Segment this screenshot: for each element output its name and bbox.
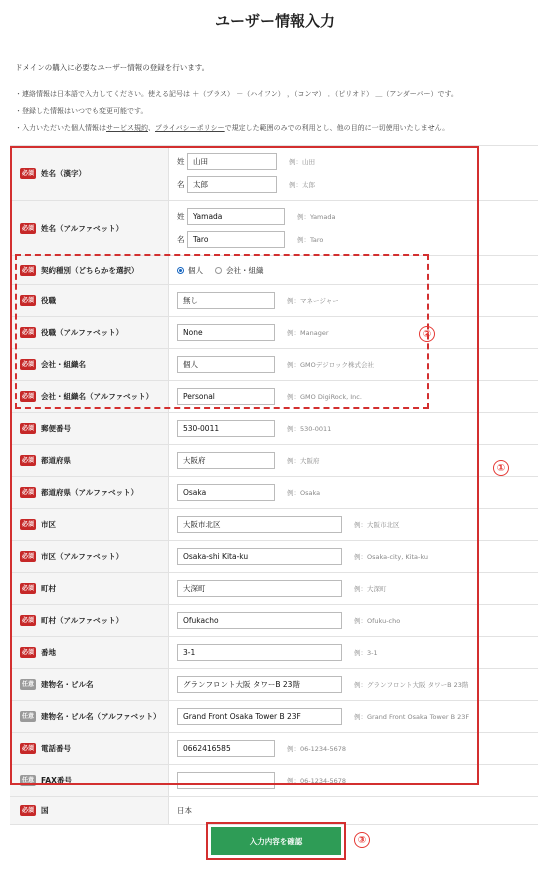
row-fax (10, 765, 538, 797)
label-position: 役職 (41, 296, 57, 305)
row-city-alpha (10, 541, 538, 573)
position-alpha-input[interactable]: None (177, 324, 275, 341)
field-label (10, 733, 169, 764)
org-alpha-input[interactable]: Personal (177, 388, 275, 405)
required-badge: 必須 (22, 807, 35, 814)
field-value (169, 381, 538, 412)
example-text: 例：Manager (287, 329, 329, 337)
optional-badge: 任意 (22, 681, 35, 688)
field-value (169, 637, 538, 668)
required-badge: 必須 (22, 521, 35, 528)
page-title: ユーザー情報入力 (214, 12, 335, 30)
required-badge: 必須 (22, 224, 35, 232)
field-value (169, 349, 538, 380)
field-value (169, 509, 538, 540)
field-label (10, 285, 169, 316)
label-name-kanji: 姓名（漢字） (41, 168, 87, 178)
field-value (169, 146, 538, 200)
privacy-note-text: で規定した範囲のみでの利用とし、他の目的に一切使用いたしません。 (224, 124, 450, 132)
field-label (10, 381, 169, 412)
marker-2: ② (419, 326, 435, 342)
confirm-button[interactable]: 入力内容を確認 (211, 827, 341, 855)
prefecture-alpha-input[interactable]: Osaka (177, 484, 275, 501)
first-name-alpha-input[interactable]: Taro (187, 231, 285, 248)
field-label (10, 477, 169, 508)
marker-1: ① (493, 460, 509, 476)
example-text: 例：大阪府 (287, 457, 320, 465)
example-text: 例：GMO DigiRock, Inc. (287, 393, 362, 401)
city-alpha-input[interactable]: Osaka-shi Kita-ku (177, 548, 342, 565)
field-value (169, 669, 538, 700)
row-prefecture-alpha (10, 477, 538, 509)
label-block: 番地 (41, 648, 57, 657)
field-label (10, 797, 169, 824)
example-text: 例：06-1234-5678 (287, 745, 347, 753)
label-position-alpha: 役職（アルファベット） (41, 328, 124, 337)
position-input[interactable]: 無し (177, 292, 275, 309)
label-org: 会社・組織名 (41, 360, 87, 369)
row-postal (10, 413, 538, 445)
notes-list (15, 86, 458, 137)
example-text: 例：06-1234-5678 (287, 777, 347, 785)
example-text: 例：Osaka-city, Kita-ku (354, 553, 429, 561)
row-phone (10, 733, 538, 765)
row-building-alpha (10, 701, 538, 733)
field-value (169, 285, 538, 316)
privacy-policy-link[interactable]: プライバシーポリシー (155, 124, 225, 132)
confirm-highlight (206, 822, 346, 860)
postal-input[interactable]: 530-0011 (177, 420, 275, 437)
first-name-prefix: 名 (177, 180, 185, 189)
label-building: 建物名・ビル名 (41, 680, 94, 689)
last-name-kanji-input[interactable]: 山田 (187, 153, 277, 170)
building-alpha-input[interactable]: Grand Front Osaka Tower B 23F (177, 708, 342, 725)
example-text: 例：大阪市北区 (354, 521, 400, 529)
example-text: 例：太郎 (289, 181, 315, 189)
example-text: 例：Osaka (287, 489, 321, 497)
label-city-alpha: 市区（アルファベット） (41, 552, 124, 561)
required-badge: 必須 (22, 585, 35, 592)
field-label (10, 201, 169, 255)
org-input[interactable]: 個人 (177, 356, 275, 373)
last-name-prefix: 姓 (177, 157, 185, 166)
note-item: ・ 登録した情報はいつでも変更可能です。 (15, 103, 458, 120)
field-value (169, 256, 538, 284)
example-text: 例：マネージャー (287, 297, 339, 305)
town-alpha-input[interactable]: Ofukacho (177, 612, 342, 629)
intro-text: ドメインの購入に必要なユーザー情報の登録を行います。 (15, 63, 210, 72)
radio-label: 会社・組織 (226, 265, 264, 275)
field-value (169, 765, 538, 796)
label-building-alpha: 建物名・ビル名（アルファベット） (41, 712, 161, 721)
required-badge: 必須 (22, 649, 35, 656)
required-badge: 必須 (22, 329, 35, 336)
note-item: ・ 連絡情報は日本語で入力してください。使える記号は ＋（プラス） －（ハイフン） ，（コンマ） ．（ピリオド） ＿（アンダーバー）です。 (15, 86, 458, 103)
field-label (10, 146, 169, 200)
field-value (169, 733, 538, 764)
example-text: 例：山田 (289, 158, 315, 166)
radio-label: 個人 (188, 265, 203, 275)
field-label (10, 765, 169, 796)
example-text: 例：Ofuku-cho (354, 617, 401, 625)
label-town: 町村 (41, 584, 57, 593)
optional-badge: 任意 (22, 713, 35, 720)
optional-badge: 任意 (22, 777, 35, 784)
required-badge: 必須 (22, 457, 35, 464)
field-value (169, 605, 538, 636)
label-phone: 電話番号 (41, 744, 72, 753)
first-name-kanji-input[interactable]: 太郎 (187, 176, 277, 193)
field-label (10, 256, 169, 284)
required-badge: 必須 (22, 169, 35, 177)
field-value (169, 797, 538, 824)
row-country (10, 797, 538, 825)
row-contract-type (10, 256, 538, 285)
row-prefecture (10, 445, 538, 477)
separator: 、 (148, 124, 155, 132)
last-name-alpha-input[interactable]: Yamada (187, 208, 285, 225)
field-value (169, 201, 538, 255)
radio-individual[interactable] (177, 267, 184, 274)
row-name-alpha (10, 201, 538, 256)
phone-input[interactable]: 0662416585 (177, 740, 275, 757)
row-org-alpha (10, 381, 538, 413)
row-building (10, 669, 538, 701)
privacy-note-text: 入力いただいた個人情報は (22, 124, 106, 132)
row-position (10, 285, 538, 317)
row-position-alpha (10, 317, 538, 349)
label-city: 市区 (41, 520, 57, 529)
radio-company[interactable] (215, 267, 222, 274)
field-label (10, 445, 169, 476)
label-name-alpha: 姓名（アルファベット） (41, 223, 124, 233)
field-label (10, 573, 169, 604)
example-text: 例：3-1 (354, 649, 378, 657)
example-text: 例：Taro (297, 236, 324, 244)
label-contract-type: 契約種別（どちらかを選択） (41, 265, 139, 275)
field-label (10, 509, 169, 540)
country-value: 日本 (177, 806, 192, 815)
first-name-prefix: 名 (177, 235, 185, 244)
marker-3: ③ (354, 832, 370, 848)
field-value (169, 701, 538, 732)
required-badge: 必須 (22, 489, 35, 496)
label-country: 国 (41, 806, 49, 815)
field-value (169, 413, 538, 444)
example-text: 例：大深町 (354, 585, 387, 593)
block-input[interactable]: 3-1 (177, 644, 342, 661)
required-badge: 必須 (22, 425, 35, 432)
example-text: 例：グランフロント大阪 タワーB 23階 (354, 681, 469, 689)
label-town-alpha: 町村（アルファベット） (41, 616, 124, 625)
required-badge: 必須 (22, 393, 35, 400)
row-name-kanji (10, 145, 538, 201)
field-value (169, 573, 538, 604)
field-label (10, 349, 169, 380)
building-input[interactable]: グランフロント大阪 タワーB 23階 (177, 676, 342, 693)
town-input[interactable]: 大深町 (177, 580, 342, 597)
label-fax: FAX番号 (41, 776, 72, 785)
user-info-form (10, 145, 538, 825)
row-city (10, 509, 538, 541)
required-badge: 必須 (22, 553, 35, 560)
required-badge: 必須 (22, 617, 35, 624)
label-prefecture: 都道府県 (41, 456, 72, 465)
example-text: 例：GMOデジロック株式会社 (287, 361, 375, 369)
fax-input[interactable] (177, 772, 275, 789)
required-badge: 必須 (22, 361, 35, 368)
field-label (10, 605, 169, 636)
example-text: 例：Grand Front Osaka Tower B 23F (354, 713, 470, 721)
field-value (169, 477, 538, 508)
row-block (10, 637, 538, 669)
label-prefecture-alpha: 都道府県（アルファベット） (41, 488, 139, 497)
example-text: 例：Yamada (297, 213, 336, 221)
field-label (10, 541, 169, 572)
field-label (10, 317, 169, 348)
row-org (10, 349, 538, 381)
required-badge: 必須 (22, 745, 35, 752)
field-label (10, 637, 169, 668)
note-item-privacy (15, 120, 458, 137)
row-town (10, 573, 538, 605)
label-postal: 郵便番号 (41, 424, 72, 433)
field-label (10, 701, 169, 732)
field-label (10, 669, 169, 700)
city-input[interactable]: 大阪市北区 (177, 516, 342, 533)
example-text: 例：530-0011 (287, 425, 332, 433)
field-value (169, 541, 538, 572)
required-badge: 必須 (22, 266, 35, 274)
label-org-alpha: 会社・組織名（アルファベット） (41, 392, 154, 401)
row-town-alpha (10, 605, 538, 637)
required-badge: 必須 (22, 297, 35, 304)
last-name-prefix: 姓 (177, 212, 185, 221)
field-label (10, 413, 169, 444)
prefecture-input[interactable]: 大阪府 (177, 452, 275, 469)
field-value (169, 317, 538, 348)
terms-link[interactable]: サービス規約 (106, 124, 148, 132)
field-value (169, 445, 538, 476)
